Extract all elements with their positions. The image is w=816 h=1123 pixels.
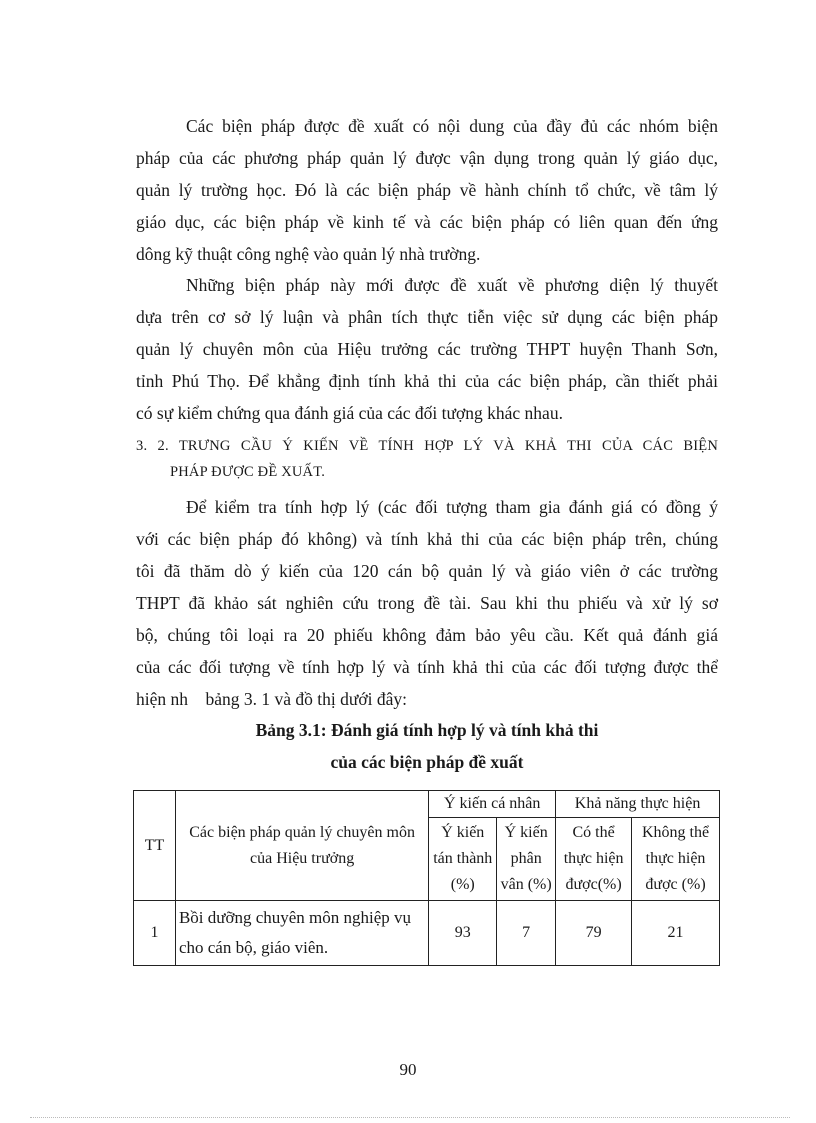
paragraph-line: quản lý trường học. Đó là các biện pháp về hành chính tổ chức, về tâm lý — [136, 180, 718, 200]
paragraph-3 — [136, 497, 718, 707]
subheader-feasible: Có thể thực hiện được(%) — [556, 818, 632, 901]
paragraph-line: giáo dục, các biện pháp về kinh tế và các biện pháp có liên quan đến ứng — [136, 212, 718, 232]
header-feasibility: Khả năng thực hiện — [556, 791, 720, 818]
page-bottom-divider — [30, 1117, 790, 1118]
cell-tt: 1 — [134, 901, 176, 966]
cell-divided: 7 — [497, 901, 556, 966]
paragraph-line: bộ, chúng tôi loại ra 20 phiếu không đảm bảo yêu cầu. Kết quả đánh giá — [136, 625, 718, 645]
table-caption-line-1: Bảng 3.1: Đánh giá tính hợp lý và tính khả thi — [255, 720, 599, 740]
paragraph-line: pháp của các phương pháp quản lý được vận dụng trong quản lý giáo dục, — [136, 148, 718, 168]
cell-feasible: 79 — [556, 901, 632, 966]
section-heading-line: 3. 2. TRƯNG CẦU Ý KIẾN VỀ TÍNH HỢP LÝ VÀ KHẢ THI CỦA CÁC BIỆN — [136, 438, 718, 454]
cell-agree: 93 — [429, 901, 497, 966]
paragraph-line: Các biện pháp được đề xuất có nội dung của đầy đủ các nhóm biện — [186, 116, 718, 136]
paragraph-line: dông kỹ thuật công nghệ vào quản lý nhà trường. — [136, 244, 481, 264]
subheader-divided: Ý kiến phân vân (%) — [497, 818, 556, 901]
paragraph-line: tôi đã thăm dò ý kiến của 120 cán bộ quản lý và giáo viên ở các trường — [136, 561, 718, 581]
page-number: 90 — [399, 1060, 417, 1079]
header-measures: Các biện pháp quản lý chuyên môn của Hiệu trưởng — [175, 791, 428, 901]
table-header-row — [134, 791, 720, 818]
paragraph-2 — [136, 275, 718, 425]
subheader-agree: Ý kiến tán thành (%) — [429, 818, 497, 901]
paragraph-line: tỉnh Phú Thọ. Để khẳng định tính khả thi của các biện pháp, cần thiết phải — [136, 371, 718, 391]
subheader-not-feasible: Không thể thực hiện được (%) — [632, 818, 720, 901]
evaluation-table — [133, 790, 720, 966]
header-tt: TT — [134, 791, 176, 901]
paragraph-line: THPT đã khảo sát nghiên cứu trong đề tài. Sau khi thu phiếu và xử lý sơ — [136, 593, 718, 613]
paragraph-line: của các đối tượng về tính hợp lý và tính khả thi của các đối tượng được thể — [136, 657, 718, 677]
paragraph-line: Những biện pháp này mới được đề xuất về phương diện lý thuyết — [186, 275, 718, 295]
table-caption-line-2: của các biện pháp đề xuất — [330, 752, 524, 772]
table-row — [134, 901, 720, 966]
paragraph-line: có sự kiểm chứng qua đánh giá của các đối tượng khác nhau. — [136, 403, 563, 423]
section-heading-line: PHÁP ĐƯỢC ĐỀ XUẤT. — [170, 464, 326, 480]
section-heading — [136, 436, 718, 486]
paragraph-line: dựa trên cơ sở lý luận và phân tích thực tiễn việc sử dụng các biện pháp — [136, 307, 718, 327]
paragraph-line: với các biện pháp đó không) và tính khả thi của các biện pháp trên, chúng — [136, 529, 718, 549]
header-personal-opinion: Ý kiến cá nhân — [429, 791, 556, 818]
cell-not-feasible: 21 — [632, 901, 720, 966]
paragraph-line: quản lý chuyên môn của Hiệu trưởng các trường THPT huyện Thanh Sơn, — [136, 339, 718, 359]
paragraph-line: hiện nh bảng 3. 1 và đồ thị dưới đây: — [136, 689, 407, 709]
paragraph-line: Để kiểm tra tính hợp lý (các đối tượng tham gia đánh giá có đồng ý — [186, 497, 718, 517]
paragraph-1 — [136, 116, 718, 266]
cell-measure: Bồi dưỡng chuyên môn nghiệp vụ cho cán bộ, giáo viên. — [175, 901, 428, 966]
